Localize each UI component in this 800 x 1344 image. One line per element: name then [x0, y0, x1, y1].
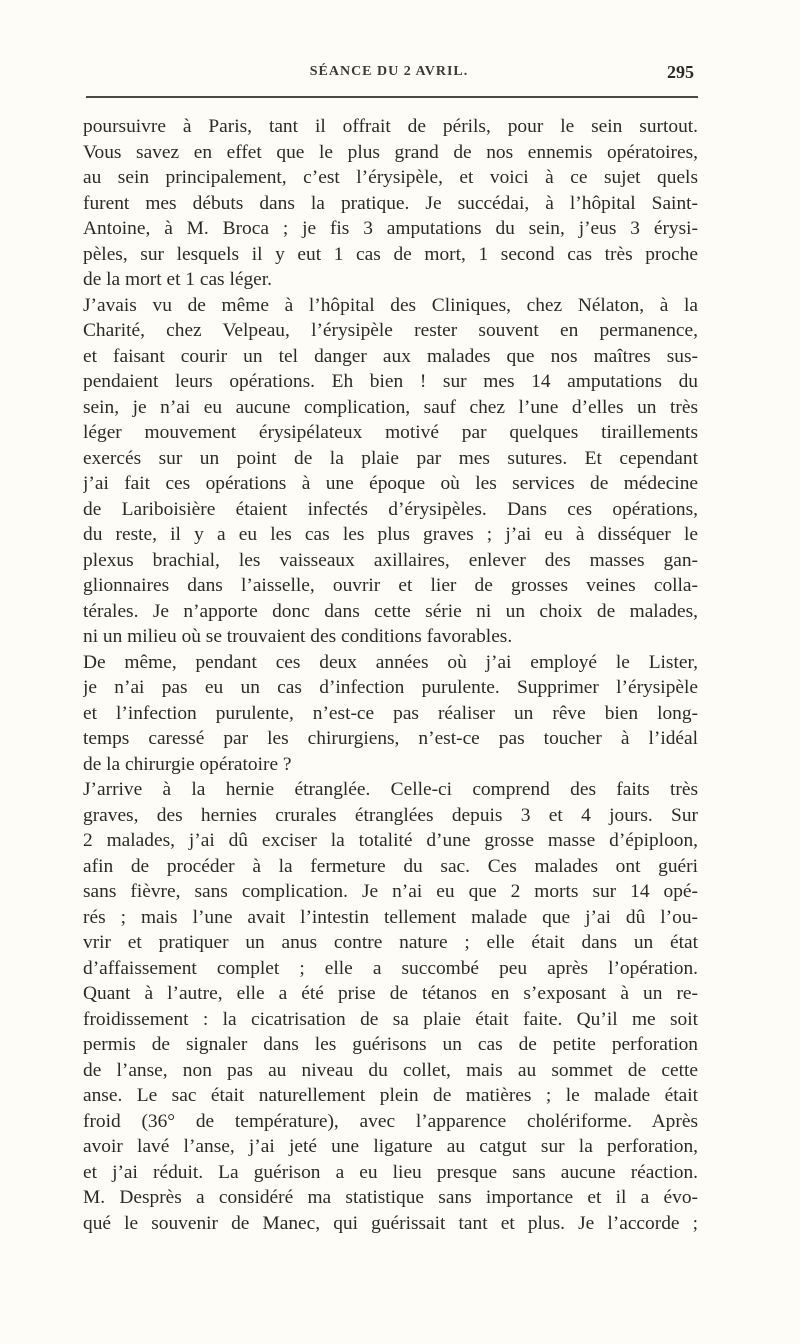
page-number: 295	[667, 62, 694, 82]
text-line: et faisant courir un tel danger aux malades que nos maîtres sus-	[83, 345, 698, 367]
text-line: d’affaissement complet ; elle a succombé peu après l’opération.	[83, 957, 698, 979]
text-line: qué le souvenir de Manec, qui guérissait tant et plus. Je l’accorde ;	[83, 1212, 698, 1234]
text-line: permis de signaler dans les guérisons un cas de petite perforation	[83, 1034, 698, 1055]
text-line: Quant à l’autre, elle a été prise de tétanos en s’exposant à un re-	[83, 983, 698, 1004]
text-line: froidissement : la cicatrisation de sa plaie était faite. Qu’il me soit	[83, 1008, 698, 1030]
text-line: De même, pendant ces deux années où j’ai employé le Lister,	[83, 651, 698, 673]
text-line: au sein principalement, c’est l’érysipèle, et voici à ce sujet quels	[83, 167, 698, 188]
text-line: et l’infection purulente, n’est-ce pas réaliser un rêve bien long-	[83, 702, 698, 724]
text-line: j’ai fait ces opérations à une époque où les services de médecine	[83, 473, 698, 494]
text-line: je n’ai pas eu un cas d’infection purulente. Supprimer l’érysipèle	[83, 677, 698, 698]
text-line: térales. Je n’apporte donc dans cette série ni un choix de malades,	[83, 600, 698, 622]
text-line: M. Desprès a considéré ma statistique sans importance et il a évo-	[83, 1187, 698, 1208]
text-line: sans fièvre, sans complication. Je n’ai eu que 2 morts sur 14 opé-	[83, 881, 698, 902]
text-line: 2 malades, j’ai dû exciser la totalité d’une grosse masse d’épiploon,	[83, 830, 698, 851]
text-line: de Lariboisière étaient infectés d’érysipèles. Dans ces opérations,	[83, 498, 698, 520]
text-line: vrir et pratiquer un anus contre nature ; elle était dans un état	[83, 932, 698, 953]
running-title: SÉANCE DU 2 AVRIL.	[309, 64, 469, 79]
text-line: plexus brachial, les vaisseaux axillaires, enlever des masses gan-	[83, 549, 698, 571]
text-line: du reste, il y a eu les cas les plus graves ; j’ai eu à disséquer le	[83, 524, 698, 545]
text-line: temps caressé par les chirurgiens, n’est-ce pas toucher à l’idéal	[83, 728, 698, 749]
text-line: J’arrive à la hernie étranglée. Celle-ci comprend des faits très	[83, 779, 698, 800]
text-line: graves, des hernies crurales étranglées depuis 3 et 4 jours. Sur	[83, 804, 698, 826]
text-line: Vous savez en effet que le plus grand de nos ennemis opératoires,	[83, 141, 698, 163]
text-line: pendaient leurs opérations. Eh bien ! sur mes 14 amputations du	[83, 371, 698, 392]
text-line: léger mouvement érysipélateux motivé par quelques tiraillements	[83, 422, 698, 443]
running-head	[80, 62, 698, 86]
text-line: de la mort et 1 cas léger.	[83, 269, 272, 290]
body-text	[83, 114, 698, 1236]
text-line: de l’anse, non pas au niveau du collet, mais au sommet de cette	[83, 1059, 698, 1081]
text-line: furent mes débuts dans la pratique. Je succédai, à l’hôpital Saint-	[83, 192, 698, 214]
text-line: pèles, sur lesquels il y eut 1 cas de mort, 1 second cas très proche	[83, 243, 698, 265]
text-line: exercés sur un point de la plaie par mes sutures. Et cependant	[83, 447, 698, 469]
text-line: afin de procéder à la fermeture du sac. Ces malades ont guéri	[83, 855, 698, 877]
text-line: froid (36° de température), avec l’apparence cholériforme. Après	[83, 1110, 698, 1132]
text-line: Antoine, à M. Broca ; je fis 3 amputations du sein, j’eus 3 érysi-	[83, 218, 698, 239]
text-line: et j’ai réduit. La guérison a eu lieu presque sans aucune réaction.	[83, 1161, 698, 1183]
text-line: anse. Le sac était naturellement plein de matières ; le malade était	[83, 1085, 698, 1106]
text-line: Charité, chez Velpeau, l’érysipèle rester souvent en permanence,	[83, 320, 698, 341]
text-line: avoir lavé l’anse, j’ai jeté une ligature au catgut sur la perforation,	[83, 1136, 698, 1157]
text-line: de la chirurgie opératoire ?	[83, 753, 292, 775]
text-line: ni un milieu où se trouvaient des conditions favorables.	[83, 626, 513, 647]
text-line: rés ; mais l’une avait l’intestin tellement malade que j’ai dû l’ou-	[83, 906, 698, 928]
header-rule	[86, 96, 698, 98]
text-line: glionnaires dans l’aisselle, ouvrir et lier de grosses veines colla-	[83, 575, 698, 596]
text-line: sein, je n’ai eu aucune complication, sauf chez l’une d’elles un très	[83, 396, 698, 418]
text-line: J’avais vu de même à l’hôpital des Cliniques, chez Nélaton, à la	[83, 294, 698, 316]
text-line: poursuivre à Paris, tant il offrait de périls, pour le sein surtout.	[83, 116, 698, 137]
